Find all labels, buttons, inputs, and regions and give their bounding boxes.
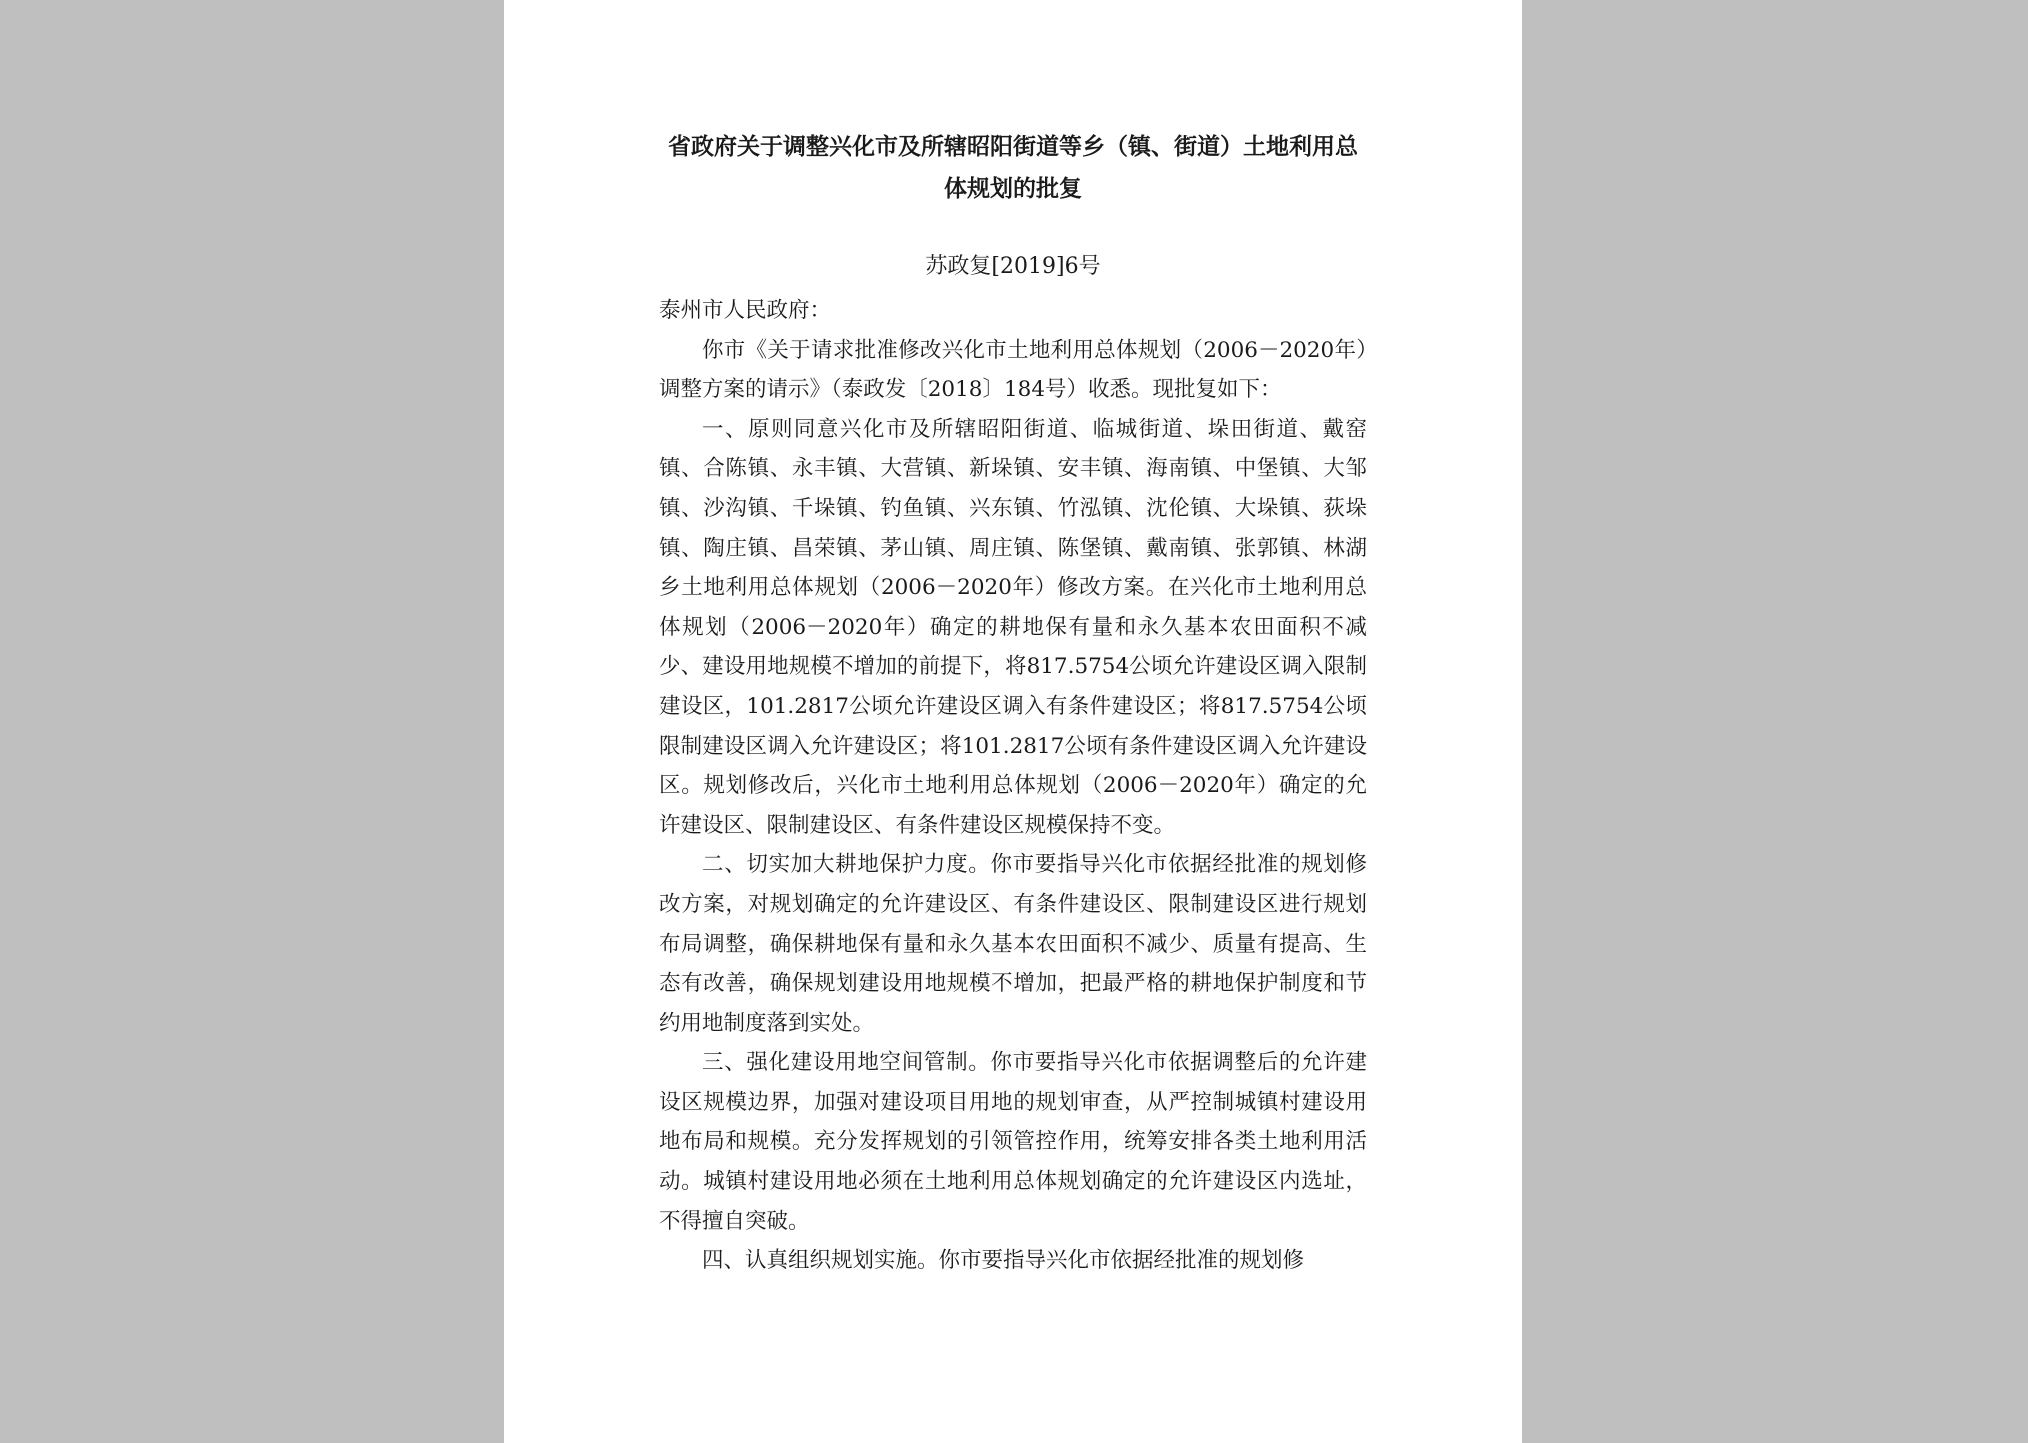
document-number: 苏政复[2019]6号 bbox=[925, 254, 1101, 279]
paragraph-1: 一、原则同意兴化市及所辖昭阳街道、临城街道、垛田街道、戴窑镇、合陈镇、永丰镇、大营镇、新垛镇、安丰镇、海南镇、中堡镇、大邹镇、沙沟镇、千垛镇、钓鱼镇、兴东镇、竹泓镇、沈伦镇、大垛镇、荻垛镇、陶庄镇、昌荣镇、茅山镇、周庄镇、陈堡镇、戴南镇、张郭镇、林湖乡土地利用总体规划（2006－2020年）修改方案。在兴化市土地利用总体规划（2006－2020年）确定的耕地保有量和永久基本农田面积不减少、建设用地规模不增加的前提下，将817.5754公顷允许建设区调入限制建设区，101.2817公顷允许建设区调入有条件建设区；将817.5754公顷限制建设区调入允许建设区；将101.2817公顷有条件建设区调入允许建设区。规划修改后，兴化市土地利用总体规划（2006－2020年）确定的允许建设区、限制建设区、有条件建设区规模保持不变。 bbox=[659, 416, 1367, 838]
document-page bbox=[504, 0, 1522, 1443]
paragraph-2: 二、切实加大耕地保护力度。你市要指导兴化市依据经批准的规划修改方案，对规划确定的允许建设区、有条件建设区、限制建设区进行规划布局调整，确保耕地保有量和永久基本农田面积不减少、质量有提高、生态有改善，确保规划建设用地规模不增加，把最严格的耕地保护制度和节约用地制度落到实处。 bbox=[659, 852, 1367, 1036]
salutation: 泰州市人民政府： bbox=[659, 298, 832, 323]
document-title: 省政府关于调整兴化市及所辖昭阳街道等乡（镇、街道）土地利用总体规划的批复 bbox=[668, 134, 1358, 202]
paragraph-4: 四、认真组织规划实施。你市要指导兴化市依据经批准的规划修 bbox=[702, 1248, 1305, 1274]
document-body bbox=[659, 291, 1367, 1281]
paragraph-intro: 你市《关于请求批准修改兴化市土地利用总体规划（2006－2020年）调整方案的请示》（泰政发〔2018〕184号）收悉。现批复如下： bbox=[659, 337, 1367, 403]
paragraph-3: 三、强化建设用地空间管制。你市要指导兴化市依据调整后的允许建设区规模边界，加强对建设项目用地的规划审查，从严控制城镇村建设用地布局和规模。充分发挥规划的引领管控作用，统筹安排各类土地利用活动。城镇村建设用地必须在土地利用总体规划确定的允许建设区内选址，不得擅自突破。 bbox=[659, 1050, 1367, 1234]
